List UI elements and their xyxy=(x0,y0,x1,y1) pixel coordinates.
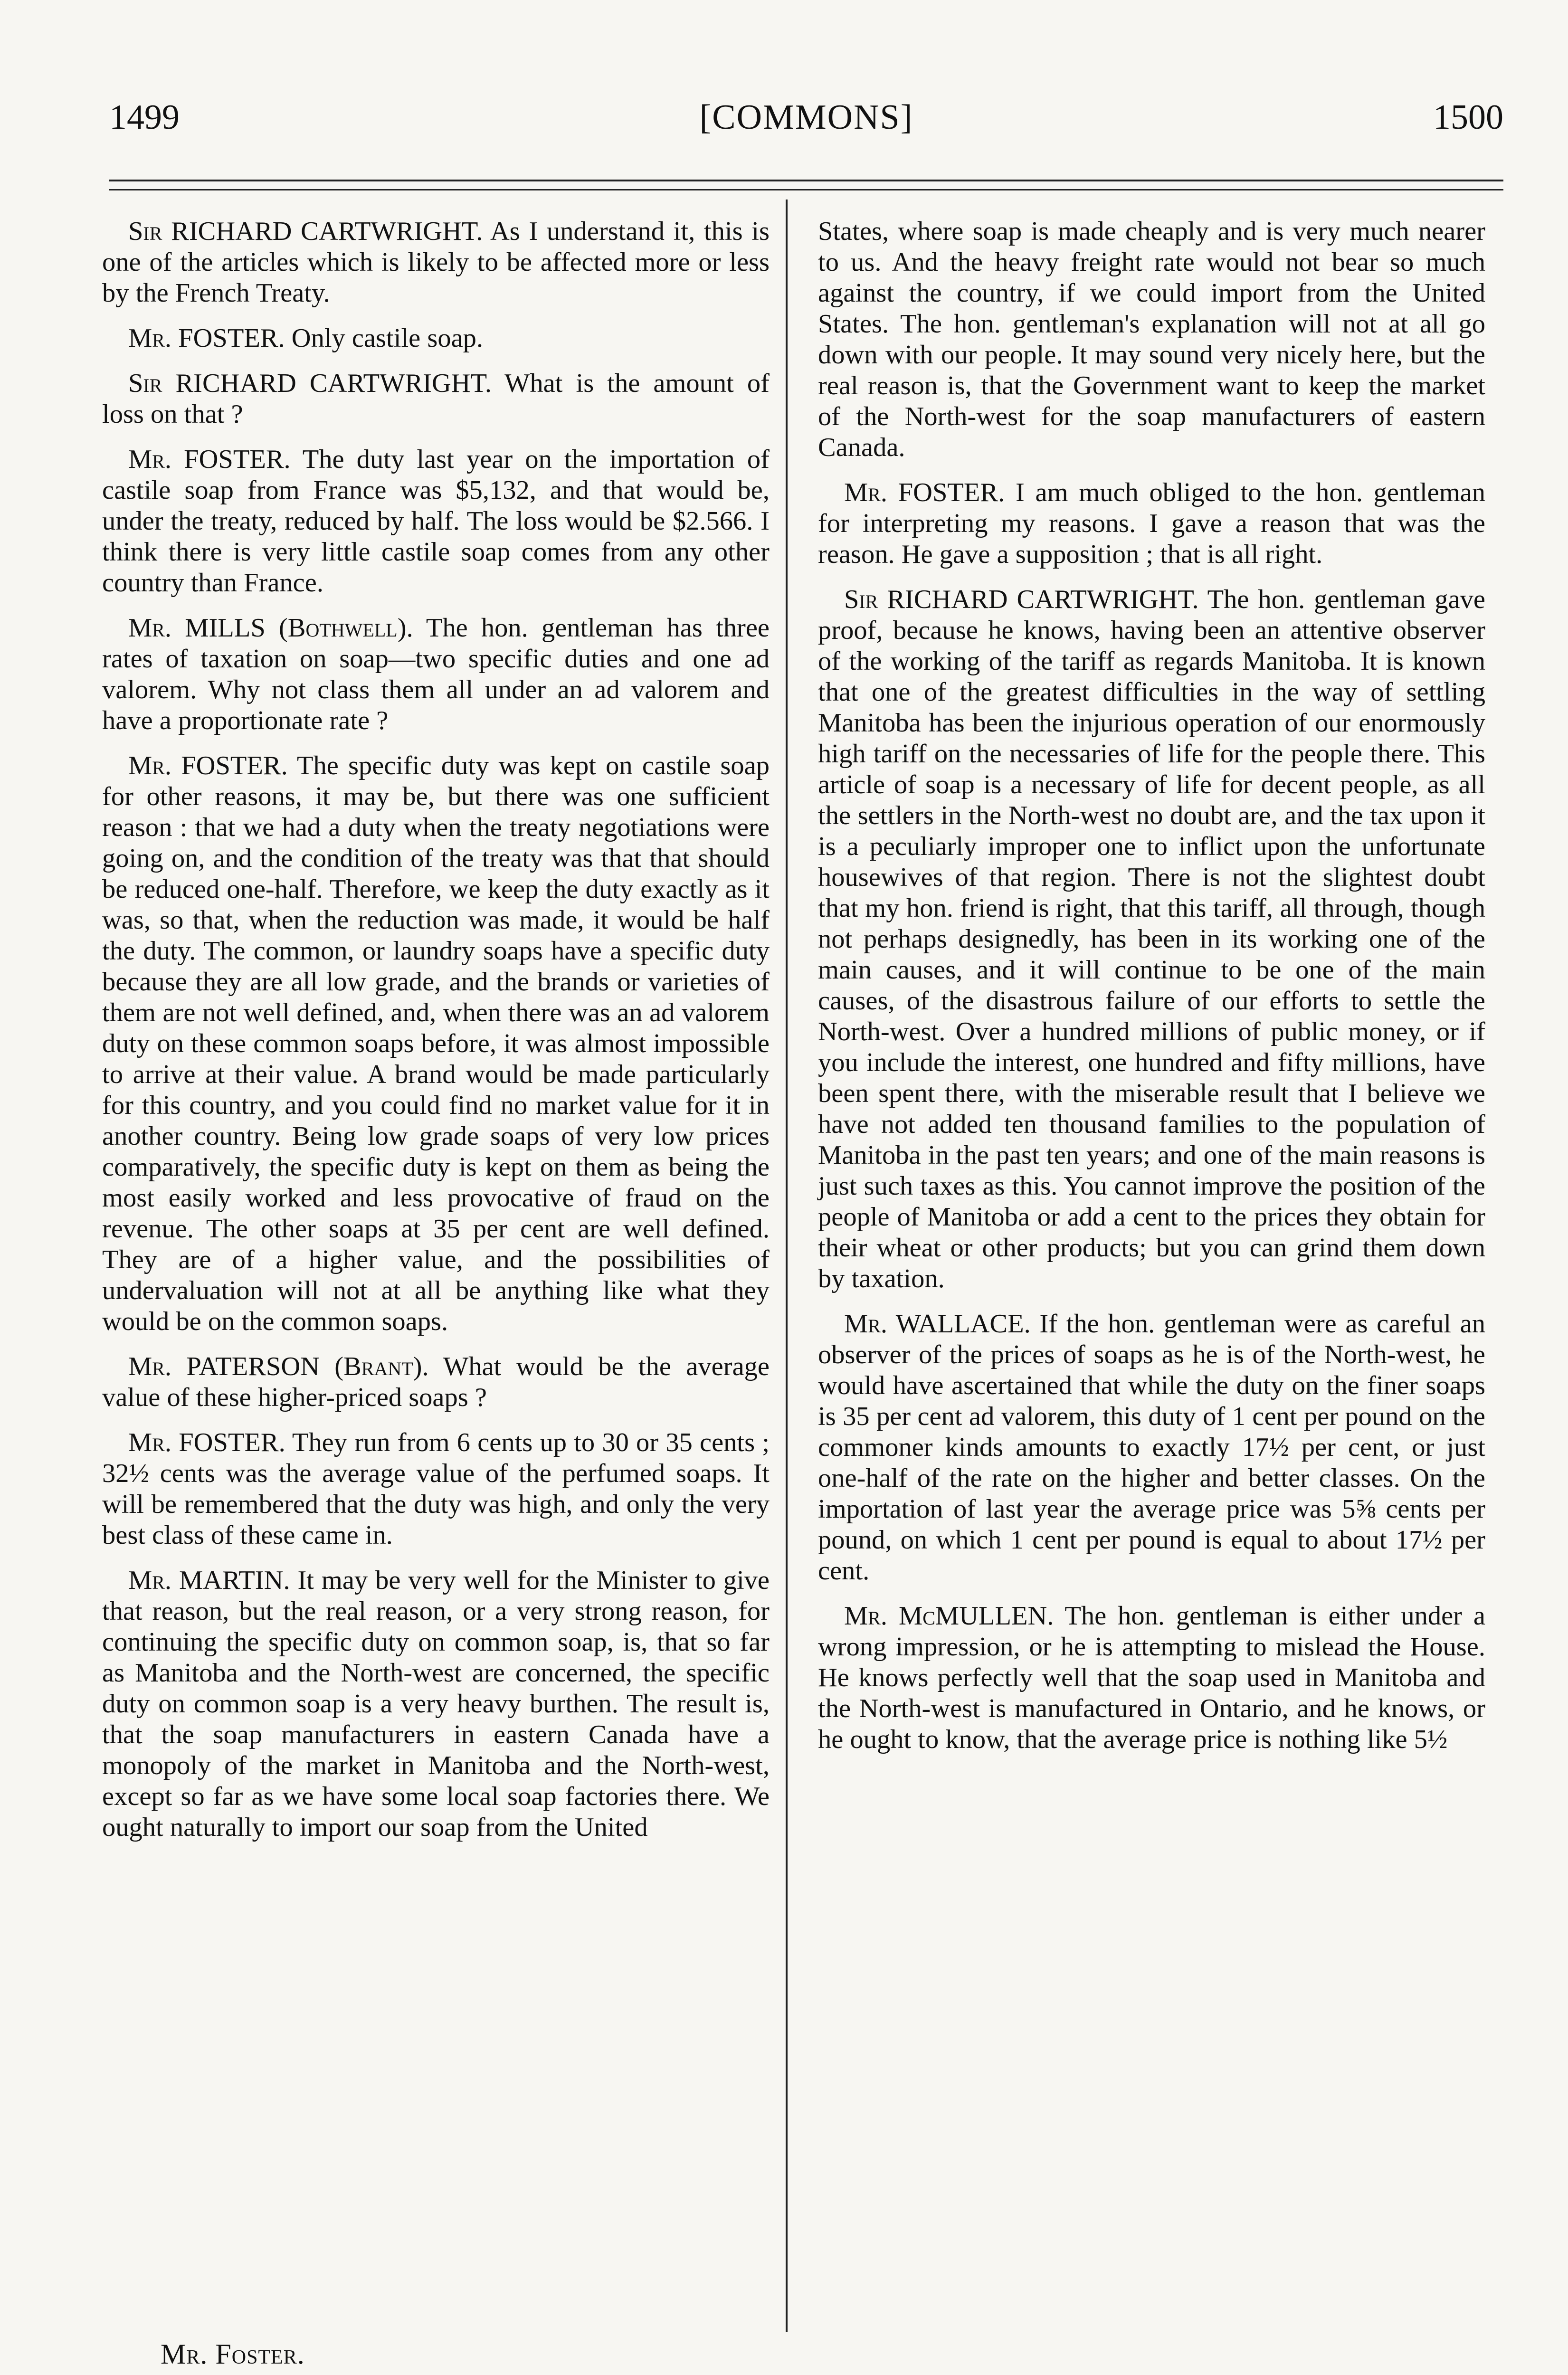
column-divider xyxy=(786,200,788,2332)
page-header xyxy=(109,97,1503,150)
speech-paragraph xyxy=(102,323,770,354)
page-number-left: 1499 xyxy=(109,98,180,137)
header-rule-top xyxy=(109,180,1503,181)
speaker-name: Mr. PATERSON (Brant). xyxy=(128,1352,429,1381)
running-title: [COMMONS] xyxy=(699,98,913,137)
speaker-name: Sir RICHARD CARTWRIGHT. xyxy=(128,369,492,398)
speaker-name: Mr. FOSTER. xyxy=(128,751,288,780)
speech-paragraph xyxy=(102,444,770,598)
speech-text: As I understand it, this is one of the articles which is likely to be affected more or less by the French Treaty. xyxy=(102,217,770,308)
speech-text: The hon. gentleman is either under a wrong impression, or he is attempting to mislead the House. He knows perfectly well that the soap used in Manitoba and the North-west is manufactured in Ontario, and he knows, or he ought to know, that the average price is nothing like 5½ xyxy=(818,1601,1486,1754)
speaker-name: Mr. MILLS (Bothwell). xyxy=(128,613,413,643)
speech-paragraph-continued xyxy=(818,216,1485,463)
page-number-right: 1500 xyxy=(1433,98,1503,137)
speaker-name: Mr. MARTIN. xyxy=(128,1566,290,1595)
speech-text: The hon. gentleman gave proof, because he knows, having been an attentive observer of the working of the tariff as regards Manitoba. It is known that one of the greatest difficulties in the way of settling Manitoba has been the injurious operation of our enormously high tariff on the necessaries of life for the people there. This article of soap is a necessary of life for decent people, as all the settlers in the North-west no doubt are, and the tax upon it is a peculiarly improper one to inflict upon the unfortunate housewives of that region. There is not the slightest doubt that my hon. friend is right, that this tariff, all through, though not perhaps designedly, has been in its working one of the main causes, and it will continue to be one of the main causes, of the disastrous failure of our efforts to settle the North-west. Over a hundred millions of public money, or if you include the interest, one hundred and fifty millions, have been spent there, with the miserable result that I believe we have not added ten thousand families to the population of Manitoba in the past ten years; and one of the main reasons is just such taxes as this. You cannot improve the position of the people of Manitoba or add a cent to the prices they obtain for their wheat or other products; but you can grind them down by taxation. xyxy=(818,585,1485,1293)
speech-paragraph xyxy=(818,1309,1485,1586)
speech-text: The specific duty was kept on castile soap for other reasons, it may be, but there was one sufficient reason : that we had a duty when the treaty negotiations were going on, and the condition of the treaty was that that should be reduced one-half. Therefore, we keep the duty exactly as it was, so that, when the reduction was made, it would be half the duty. The common, or laundry soaps have a specific duty because they are all low grade, and the brands or varieties of them are not well defined, and, when there was an ad valorem duty on these common soaps before, it was almost impossible to arrive at their value. A brand would be made particularly for this country, and you could find no market value for it in another country. Being low grade soaps of very low prices comparatively, the specific duty is kept on them as being the most easily worked and less provocative of fraud on the revenue. The other soaps at 35 per cent are well defined. They are of a higher value, and the possibilities of undervaluation will not at all be anything like what they would be on the common soaps. xyxy=(102,751,770,1336)
speaker-name: Mr. FOSTER. xyxy=(128,323,285,353)
speech-paragraph xyxy=(818,584,1485,1294)
speech-text: The hon. gentleman has three rates of taxation on soap—two specific duties and one ad valorem. Why not class them all under an ad valorem and have a proportionate rate ? xyxy=(102,613,770,735)
speech-text: They run from 6 cents up to 30 or 35 cents ; 32½ cents was the average value of the perfumed soaps. It will be remembered that the duty was high, and only the very best class of these came in. xyxy=(102,1428,770,1550)
left-column xyxy=(102,216,770,1857)
speech-paragraph xyxy=(818,1601,1485,1755)
speech-text: I am much obliged to the hon. gentleman for interpreting my reasons. I gave a reason that was the reason. He gave a supposition ; that is all right. xyxy=(818,478,1485,569)
speaker-name: Sir RICHARD CARTWRIGHT. xyxy=(128,217,483,246)
header-rule-bottom xyxy=(109,189,1503,190)
speech-paragraph xyxy=(102,1351,770,1413)
page-footer-catchword: Mr. Foster. xyxy=(161,2338,305,2370)
speech-text: What is the amount of loss on that ? xyxy=(102,369,770,429)
speech-paragraph xyxy=(102,1565,770,1843)
speaker-name: Sir RICHARD CARTWRIGHT. xyxy=(844,585,1199,614)
speech-paragraph xyxy=(102,216,770,309)
speech-text: Only castile soap. xyxy=(291,323,484,353)
right-column xyxy=(818,216,1485,1769)
speech-text: It may be very well for the Minister to give that reason, but the real reason, or a very strong reason, for continuing the specific duty on common soap, is, that so far as Manitoba and the North-west are concerned, the specific duty on common soap is a very heavy burthen. The result is, that the soap manufacturers in eastern Canada have a monopoly of the market in Manitoba and the North-west, except so far as we have some local soap factories there. We ought naturally to import our soap from the United xyxy=(102,1566,770,1842)
speech-paragraph xyxy=(102,1427,770,1551)
speaker-name: Mr. FOSTER. xyxy=(128,1428,285,1457)
speaker-name: Mr. WALLACE. xyxy=(844,1309,1031,1339)
speaker-name: Mr. McMULLEN. xyxy=(844,1601,1054,1631)
speech-paragraph xyxy=(818,477,1485,570)
speech-paragraph xyxy=(102,613,770,736)
speech-text: The duty last year on the importation of castile soap from France was $5,132, and that would be, under the treaty, reduced by half. The loss would be $2.566. I think there is very little castile soap comes from any other country than France. xyxy=(102,445,770,598)
speech-text: If the hon. gentleman were as careful an observer of the prices of soaps as he is of the North-west, he would have ascertained that while the duty on the finer soaps is 35 per cent ad valorem, this duty of 1 cent per pound on the commoner kinds amounts to exactly 17½ per cent, or just one-half of the rate on the higher and better classes. On the importation of last year the average price was 5⅝ cents per pound, on which 1 cent per pound is equal to about 17½ per cent. xyxy=(818,1309,1485,1586)
speech-paragraph xyxy=(102,750,770,1337)
speech-text: States, where soap is made cheaply and is very much nearer to us. And the heavy freight rate would not bear so much against the country, if we could import from the United States. The hon. gentleman's explanation will not at all go down with our people. It may sound very nicely here, but the real reason is, that the Government want to keep the market of the North-west for the soap manufacturers of eastern Canada. xyxy=(818,217,1485,462)
speaker-name: Mr. FOSTER. xyxy=(844,478,1005,507)
speaker-name: Mr. FOSTER. xyxy=(128,445,291,474)
speech-paragraph xyxy=(102,368,770,430)
speech-text: What would be the average value of these higher-priced soaps ? xyxy=(102,1352,770,1412)
